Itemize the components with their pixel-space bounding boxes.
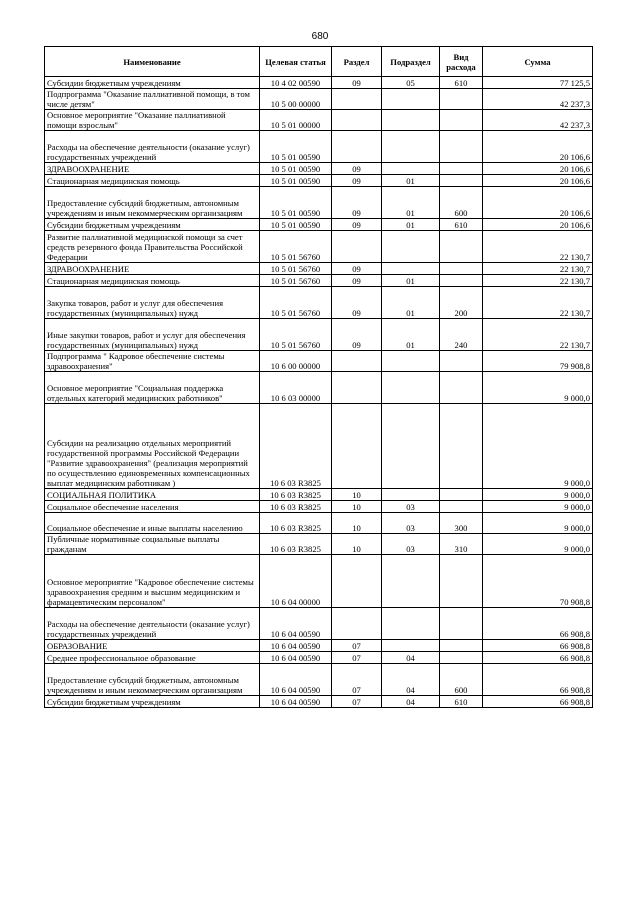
row-name: Основное мероприятие "Социальная поддержка отдельных категорий медицинских работников" [45, 372, 260, 404]
row-code: 10 6 04 00590 [260, 640, 332, 652]
row-exp-type [440, 501, 483, 513]
row-section: 09 [332, 319, 382, 351]
row-code: 10 6 04 00590 [260, 664, 332, 696]
row-name: Публичные нормативные социальные выплаты гражданам [45, 534, 260, 555]
row-subsection: 01 [382, 175, 440, 187]
row-name: Предоставление субсидий бюджетным, автономным учреждениям и иным некоммерческим организациям [45, 664, 260, 696]
row-exp-type: 200 [440, 287, 483, 319]
header-subsection: Подраздел [382, 47, 440, 77]
row-code: 10 6 04 00590 [260, 652, 332, 664]
table-row [45, 231, 593, 263]
row-section [332, 404, 382, 489]
row-code: 10 6 00 00000 [260, 351, 332, 372]
row-code: 10 6 03 R3825 [260, 404, 332, 489]
row-sum: 9 000,0 [483, 489, 593, 501]
table-row [45, 275, 593, 287]
row-subsection: 03 [382, 513, 440, 534]
row-subsection: 03 [382, 534, 440, 555]
row-code: 10 6 03 R3825 [260, 534, 332, 555]
row-code: 10 4 02 00590 [260, 77, 332, 89]
row-exp-type: 610 [440, 219, 483, 231]
row-section: 09 [332, 187, 382, 219]
row-code: 10 5 01 00590 [260, 187, 332, 219]
row-exp-type: 600 [440, 664, 483, 696]
row-name: СОЦИАЛЬНАЯ ПОЛИТИКА [45, 489, 260, 501]
row-name: Субсидии бюджетным учреждениям [45, 696, 260, 708]
table-row [45, 163, 593, 175]
row-name: Развитие паллиативной медицинской помощи за счет средств резервного фонда Правительства Российской Федерации [45, 231, 260, 263]
row-name: Предоставление субсидий бюджетным, автономным учреждениям и иным некоммерческим организациям [45, 187, 260, 219]
row-exp-type [440, 404, 483, 489]
header-exp-type: Вид расхода [440, 47, 483, 77]
row-code: 10 5 01 56760 [260, 263, 332, 275]
row-code: 10 6 04 00590 [260, 696, 332, 708]
table-row [45, 640, 593, 652]
row-section [332, 608, 382, 640]
row-sum: 20 106,6 [483, 175, 593, 187]
table-row [45, 513, 593, 534]
row-exp-type [440, 608, 483, 640]
table-header-row [45, 47, 593, 77]
row-subsection [382, 131, 440, 163]
row-code: 10 6 04 00590 [260, 608, 332, 640]
row-name: Основное мероприятие "Оказание паллиативной помощи взрослым" [45, 110, 260, 131]
row-exp-type: 610 [440, 696, 483, 708]
row-exp-type: 240 [440, 319, 483, 351]
row-sum: 66 908,8 [483, 664, 593, 696]
row-sum: 20 106,6 [483, 187, 593, 219]
header-section: Раздел [332, 47, 382, 77]
row-sum: 22 130,7 [483, 275, 593, 287]
row-sum: 20 106,6 [483, 131, 593, 163]
row-exp-type [440, 640, 483, 652]
row-subsection: 01 [382, 219, 440, 231]
row-section: 09 [332, 175, 382, 187]
row-exp-type [440, 131, 483, 163]
row-code: 10 6 03 R3825 [260, 501, 332, 513]
row-section: 09 [332, 163, 382, 175]
row-exp-type: 310 [440, 534, 483, 555]
row-name: Расходы на обеспечение деятельности (оказание услуг) государственных учреждений [45, 131, 260, 163]
table-row [45, 77, 593, 89]
row-section [332, 110, 382, 131]
row-section: 09 [332, 287, 382, 319]
row-code: 10 5 01 56760 [260, 319, 332, 351]
row-subsection [382, 110, 440, 131]
table-row [45, 608, 593, 640]
row-code: 10 5 01 56760 [260, 275, 332, 287]
row-sum: 66 908,8 [483, 608, 593, 640]
row-exp-type: 300 [440, 513, 483, 534]
row-code: 10 5 01 00590 [260, 163, 332, 175]
row-sum: 66 908,8 [483, 652, 593, 664]
table-row [45, 110, 593, 131]
row-subsection [382, 351, 440, 372]
row-section: 10 [332, 489, 382, 501]
table-row [45, 89, 593, 110]
row-code: 10 6 03 R3825 [260, 489, 332, 501]
row-code: 10 5 01 00590 [260, 175, 332, 187]
row-subsection [382, 640, 440, 652]
row-exp-type [440, 351, 483, 372]
row-sum: 77 125,5 [483, 77, 593, 89]
row-code: 10 5 01 56760 [260, 287, 332, 319]
row-section [332, 372, 382, 404]
row-exp-type [440, 163, 483, 175]
table-row [45, 263, 593, 275]
row-section: 07 [332, 664, 382, 696]
table-row [45, 664, 593, 696]
row-name: Субсидии на реализацию отдельных мероприятий государственной программы Российской Федерации "Развитие здравоохранения" (реализация мероприятий по осуществлению единовременных компенсационных выплат медицинским работникам ) [45, 404, 260, 489]
row-section: 10 [332, 513, 382, 534]
row-sum: 22 130,7 [483, 231, 593, 263]
row-subsection [382, 163, 440, 175]
row-subsection: 03 [382, 501, 440, 513]
row-name: Стационарная медицинская помощь [45, 175, 260, 187]
row-code: 10 6 03 R3825 [260, 513, 332, 534]
row-name: Субсидии бюджетным учреждениям [45, 219, 260, 231]
row-sum: 22 130,7 [483, 319, 593, 351]
row-section: 10 [332, 501, 382, 513]
header-sum: Сумма [483, 47, 593, 77]
table-row [45, 696, 593, 708]
row-section [332, 231, 382, 263]
table-row [45, 287, 593, 319]
row-name: Закупка товаров, работ и услуг для обеспечения государственных (муниципальных) нужд [45, 287, 260, 319]
row-subsection: 04 [382, 664, 440, 696]
row-name: Среднее профессиональное образование [45, 652, 260, 664]
row-name: Социальное обеспечение населения [45, 501, 260, 513]
row-code: 10 5 01 56760 [260, 231, 332, 263]
row-section: 09 [332, 219, 382, 231]
row-sum: 9 000,0 [483, 534, 593, 555]
row-name: ЗДРАВООХРАНЕНИЕ [45, 263, 260, 275]
row-subsection: 05 [382, 77, 440, 89]
row-code: 10 5 01 00590 [260, 131, 332, 163]
row-exp-type: 610 [440, 77, 483, 89]
row-sum: 79 908,8 [483, 351, 593, 372]
row-section: 07 [332, 696, 382, 708]
row-section: 09 [332, 263, 382, 275]
row-subsection [382, 231, 440, 263]
row-code: 10 5 00 00000 [260, 89, 332, 110]
row-exp-type [440, 110, 483, 131]
row-sum: 22 130,7 [483, 263, 593, 275]
row-section: 09 [332, 77, 382, 89]
row-sum: 9 000,0 [483, 372, 593, 404]
row-subsection [382, 404, 440, 489]
row-section: 07 [332, 640, 382, 652]
row-name: ОБРАЗОВАНИЕ [45, 640, 260, 652]
row-code: 10 5 01 00000 [260, 110, 332, 131]
row-section: 10 [332, 534, 382, 555]
row-subsection [382, 89, 440, 110]
row-sum: 9 000,0 [483, 501, 593, 513]
row-name: Подпрограмма " Кадровое обеспечение системы здравоохранения" [45, 351, 260, 372]
table-row [45, 555, 593, 608]
table-row [45, 372, 593, 404]
row-section [332, 555, 382, 608]
budget-table [44, 46, 593, 708]
row-sum: 20 106,6 [483, 163, 593, 175]
row-exp-type [440, 175, 483, 187]
table-row [45, 652, 593, 664]
row-section [332, 89, 382, 110]
table-row [45, 319, 593, 351]
row-exp-type: 600 [440, 187, 483, 219]
table-row [45, 534, 593, 555]
row-name: Иные закупки товаров, работ и услуг для обеспечения государственных (муниципальных) нужд [45, 319, 260, 351]
row-sum: 22 130,7 [483, 287, 593, 319]
row-subsection [382, 489, 440, 501]
row-name: Расходы на обеспечение деятельности (оказание услуг) государственных учреждений [45, 608, 260, 640]
row-subsection [382, 263, 440, 275]
row-sum: 9 000,0 [483, 513, 593, 534]
row-section: 09 [332, 275, 382, 287]
row-subsection: 04 [382, 696, 440, 708]
row-code: 10 5 01 00590 [260, 219, 332, 231]
row-name: ЗДРАВООХРАНЕНИЕ [45, 163, 260, 175]
row-exp-type [440, 89, 483, 110]
row-sum: 20 106,6 [483, 219, 593, 231]
row-sum: 42 237,3 [483, 89, 593, 110]
row-exp-type [440, 489, 483, 501]
table-row [45, 489, 593, 501]
row-exp-type [440, 231, 483, 263]
row-subsection [382, 608, 440, 640]
table-row [45, 175, 593, 187]
row-sum: 70 908,8 [483, 555, 593, 608]
row-sum: 66 908,8 [483, 696, 593, 708]
row-subsection: 01 [382, 319, 440, 351]
row-subsection: 01 [382, 287, 440, 319]
page-number: 680 [311, 31, 329, 42]
row-name: Субсидии бюджетным учреждениям [45, 77, 260, 89]
row-section: 07 [332, 652, 382, 664]
row-subsection: 01 [382, 275, 440, 287]
table-row [45, 404, 593, 489]
row-exp-type [440, 263, 483, 275]
row-subsection: 04 [382, 652, 440, 664]
row-exp-type [440, 275, 483, 287]
row-code: 10 6 04 00000 [260, 555, 332, 608]
row-exp-type [440, 555, 483, 608]
row-exp-type [440, 652, 483, 664]
row-name: Основное мероприятие "Кадровое обеспечение системы здравоохранения средним и высшим медицинским и фармацевтическим персоналом" [45, 555, 260, 608]
row-name: Социальное обеспечение и иные выплаты населению [45, 513, 260, 534]
row-sum: 42 237,3 [483, 110, 593, 131]
row-section [332, 131, 382, 163]
row-sum: 66 908,8 [483, 640, 593, 652]
row-code: 10 6 03 00000 [260, 372, 332, 404]
table-row [45, 131, 593, 163]
row-section [332, 351, 382, 372]
table-row [45, 187, 593, 219]
row-name: Подпрограмма "Оказание паллиативной помощи, в том числе детям" [45, 89, 260, 110]
table-row [45, 351, 593, 372]
header-code: Целевая статья [260, 47, 332, 77]
header-name: Наименование [45, 47, 260, 77]
row-subsection [382, 555, 440, 608]
row-subsection [382, 372, 440, 404]
row-sum: 9 000,0 [483, 404, 593, 489]
row-subsection: 01 [382, 187, 440, 219]
table-row [45, 219, 593, 231]
row-name: Стационарная медицинская помощь [45, 275, 260, 287]
row-exp-type [440, 372, 483, 404]
table-row [45, 501, 593, 513]
